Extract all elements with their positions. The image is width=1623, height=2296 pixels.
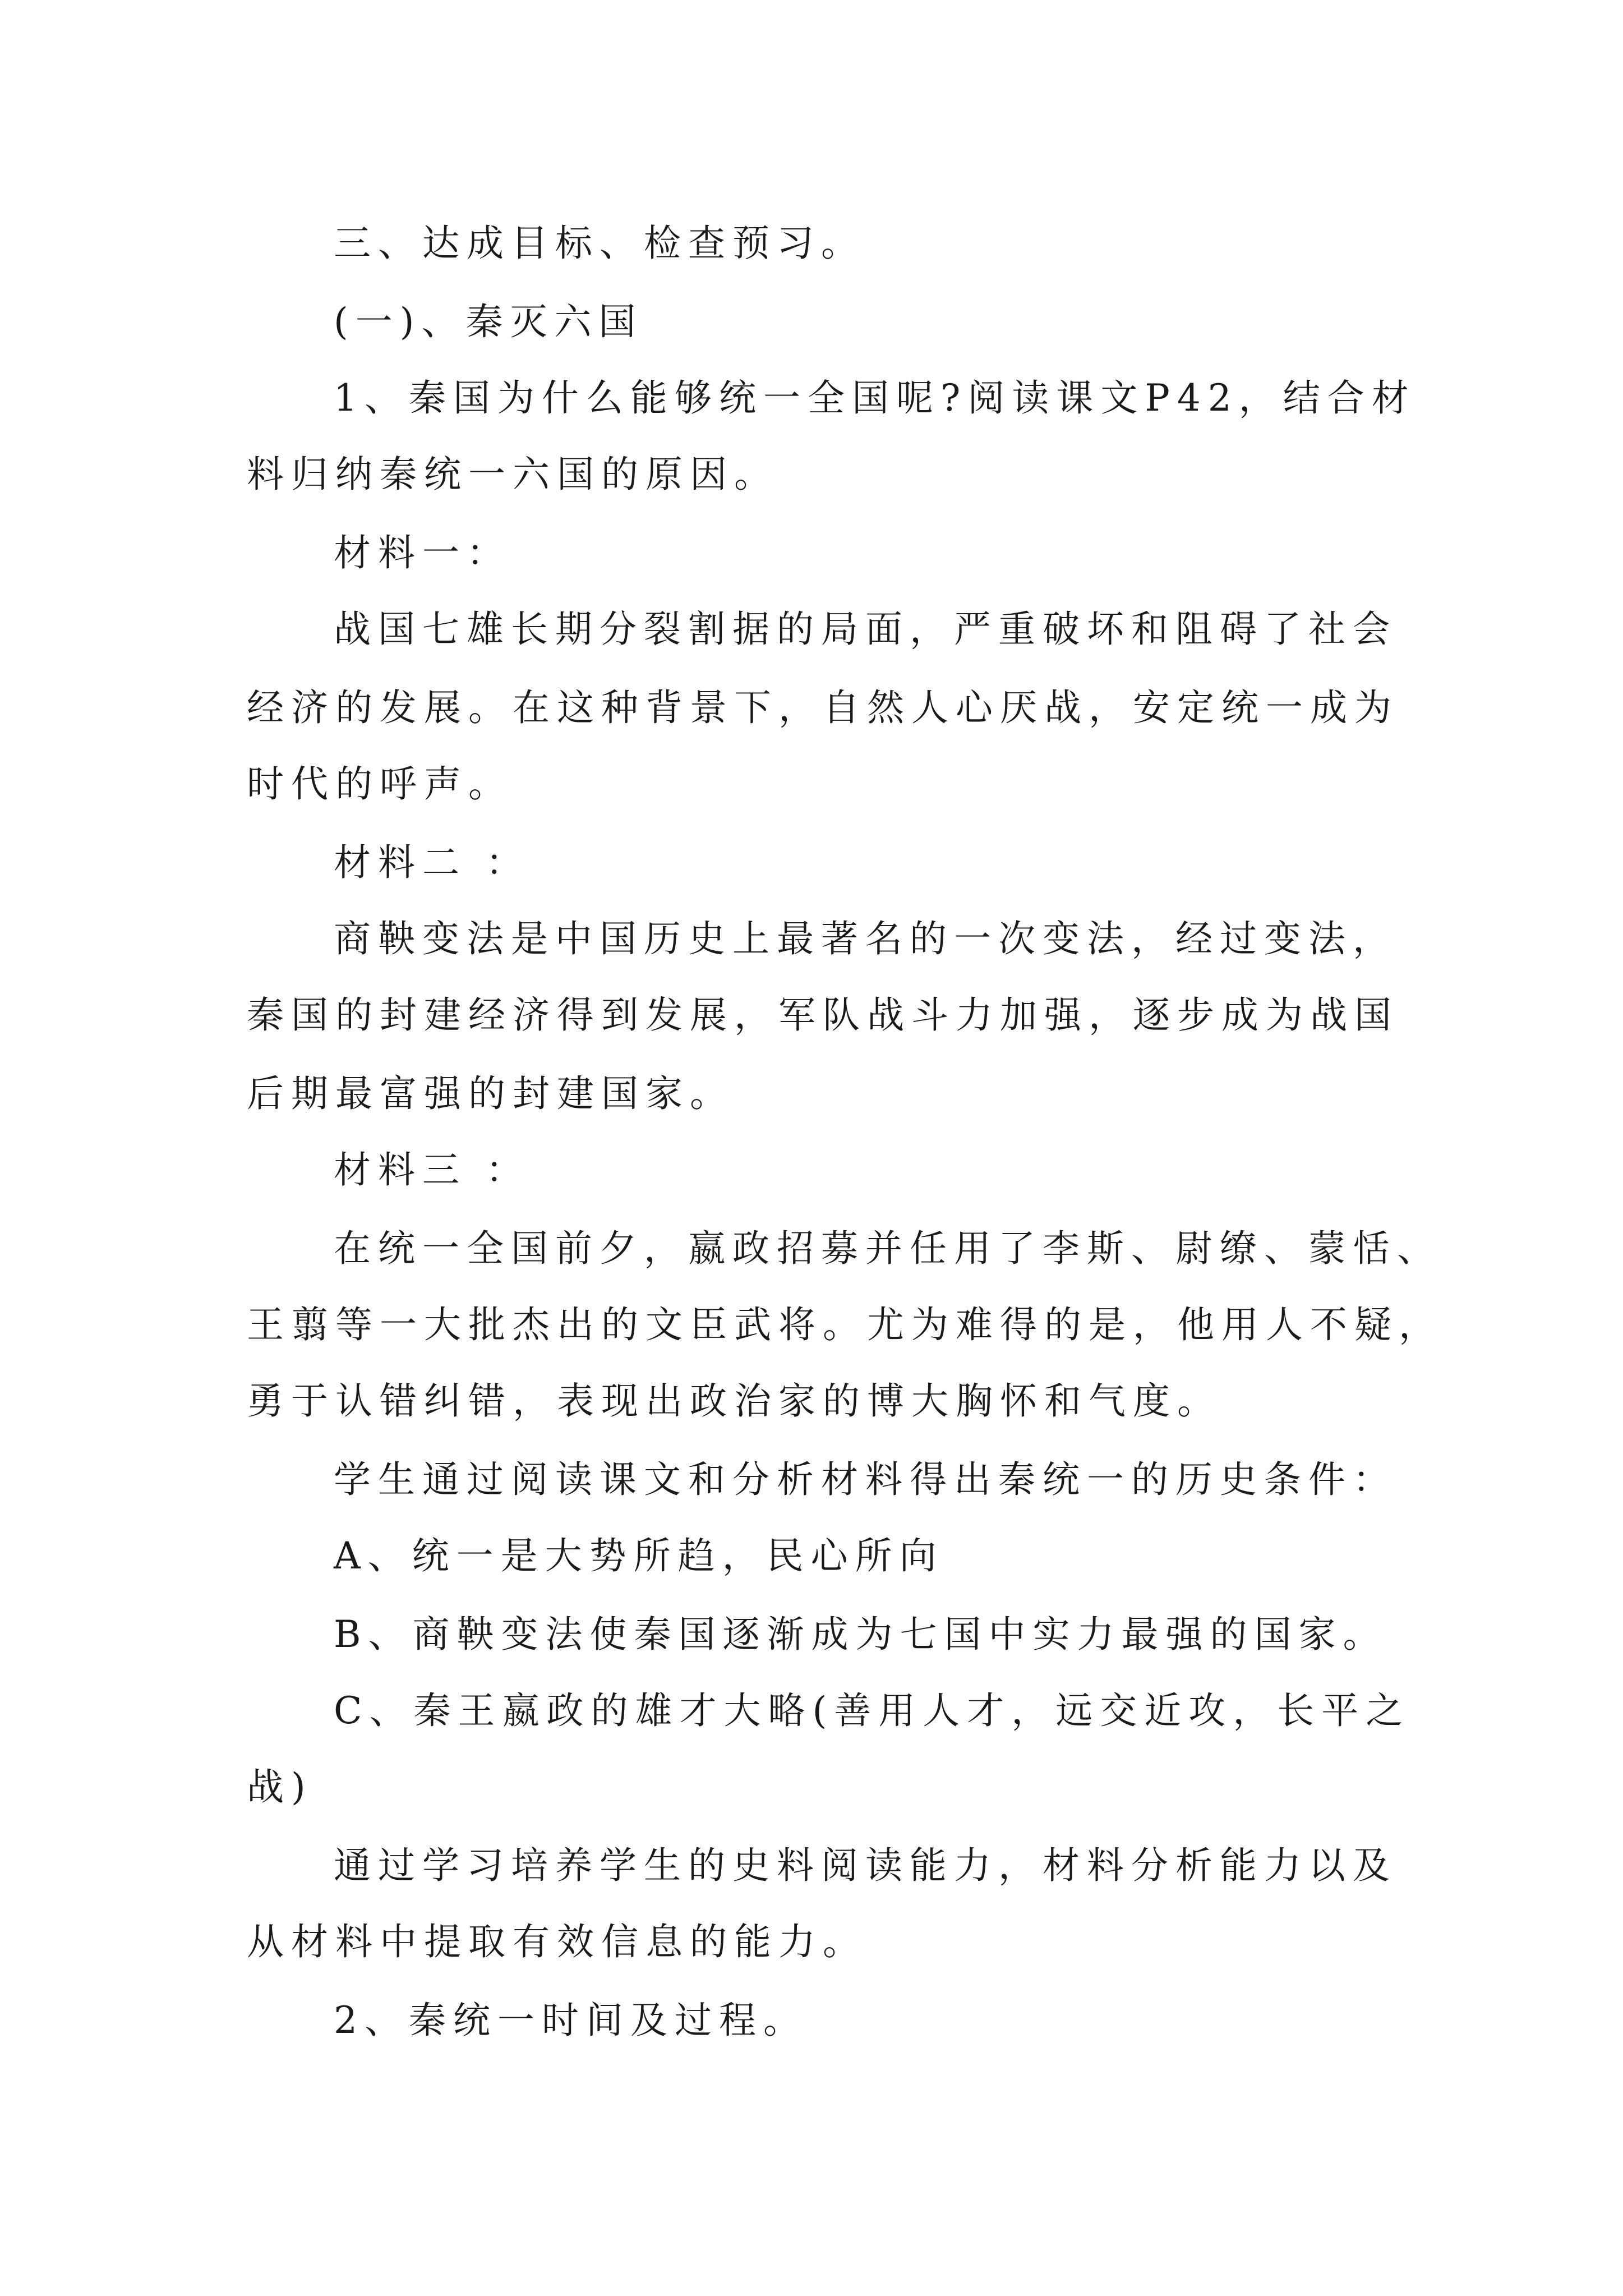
material-2-label: 材料二 ： <box>334 841 530 884</box>
question-1-line-1: 1、秦国为什么能够统一全国呢?阅读课文P42，结合材 <box>334 376 1416 420</box>
condition-c-line-2: 战) <box>247 1765 313 1809</box>
conclusion-intro: 学生通过阅读课文和分析材料得出秦统一的历史条件： <box>334 1458 1397 1501</box>
material-3-label: 材料三 ： <box>334 1148 530 1191</box>
material-2-line-1: 商鞅变法是中国历史上最著名的一次变法，经过变法， <box>334 917 1397 960</box>
question-1-line-2: 料归纳秦统一六国的原因。 <box>247 453 778 496</box>
material-3-line-3: 勇于认错纠错，表现出政治家的博大胸怀和气度。 <box>247 1379 1221 1423</box>
condition-c-line-1: C、秦王嬴政的雄才大略(善用人才，远交近攻，长平之 <box>334 1689 1410 1732</box>
material-2-line-3: 后期最富强的封建国家。 <box>247 1072 734 1115</box>
question-2: 2、秦统一时间及过程。 <box>334 1999 808 2042</box>
material-1-label: 材料一： <box>334 531 511 574</box>
material-1-line-2: 经济的发展。在这种背景下，自然人心厌战，安定统一成为 <box>247 686 1399 729</box>
ability-note-line-2: 从材料中提取有效信息的能力。 <box>247 1920 867 1963</box>
ability-note-line-1: 通过学习培养学生的史料阅读能力，材料分析能力以及 <box>334 1844 1397 1887</box>
material-3-line-1: 在统一全国前夕，嬴政招募并任用了李斯、尉缭、蒙恬、 <box>334 1227 1441 1270</box>
material-1-line-1: 战国七雄长期分裂割据的局面，严重破坏和阻碍了社会 <box>334 608 1397 651</box>
condition-b: B、商鞅变法使秦国逐渐成为七国中实力最强的国家。 <box>334 1613 1387 1656</box>
section-heading: 三、达成目标、检查预习。 <box>334 222 865 265</box>
condition-a: A、统一是大势所趋，民心所向 <box>334 1534 944 1577</box>
subsection-heading: (一)、秦灭六国 <box>334 300 643 343</box>
material-1-line-3: 时代的呼声。 <box>247 762 513 806</box>
material-3-line-2: 王翦等一大批杰出的文臣武将。尤为难得的是，他用人不疑， <box>247 1303 1443 1346</box>
material-2-line-2: 秦国的封建经济得到发展，军队战斗力加强，逐步成为战国 <box>247 993 1399 1037</box>
